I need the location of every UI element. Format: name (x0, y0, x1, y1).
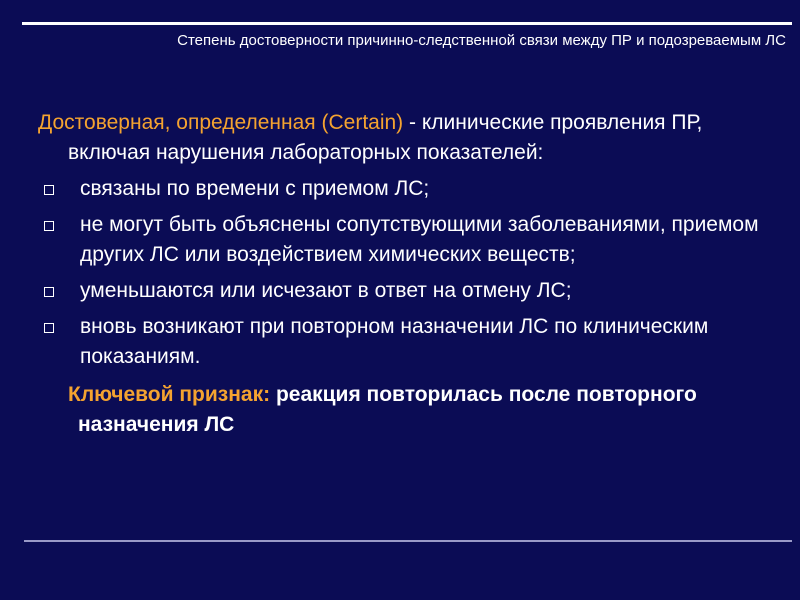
lead-paragraph (38, 108, 768, 168)
key-text: реакция повторилась после повторного назначения ЛС (78, 383, 697, 436)
criteria-list (0, 174, 800, 372)
lead-text: - клинические проявления ПР, включая нарушения лабораторных показателей: (68, 111, 703, 164)
square-bullet-icon (44, 221, 54, 231)
list-item-text: связаны по времени с приемом ЛС; (80, 177, 430, 200)
slide-body (0, 108, 800, 440)
list-item-text: вновь возникают при повторном назначении ЛС по клиническим показаниям. (80, 315, 709, 368)
list-item (0, 276, 760, 306)
list-item (0, 210, 760, 270)
bottom-divider (24, 540, 792, 542)
list-item (0, 312, 760, 372)
lead-term: Достоверная, определенная (Certain) (38, 111, 404, 134)
key-sign (68, 380, 738, 440)
key-label: Ключевой признак: (68, 383, 271, 406)
list-item (0, 174, 760, 204)
list-item-text: не могут быть объяснены сопутствующими заболеваниями, приемом других ЛС или воздействием химических веществ; (80, 213, 759, 266)
slide-header: Степень достоверности причинно-следственной связи между ПР и подозреваемым ЛС (177, 32, 786, 49)
list-item-text: уменьшаются или исчезают в ответ на отмену ЛС; (80, 279, 572, 302)
square-bullet-icon (44, 287, 54, 297)
square-bullet-icon (44, 185, 54, 195)
top-divider (22, 22, 792, 25)
square-bullet-icon (44, 323, 54, 333)
